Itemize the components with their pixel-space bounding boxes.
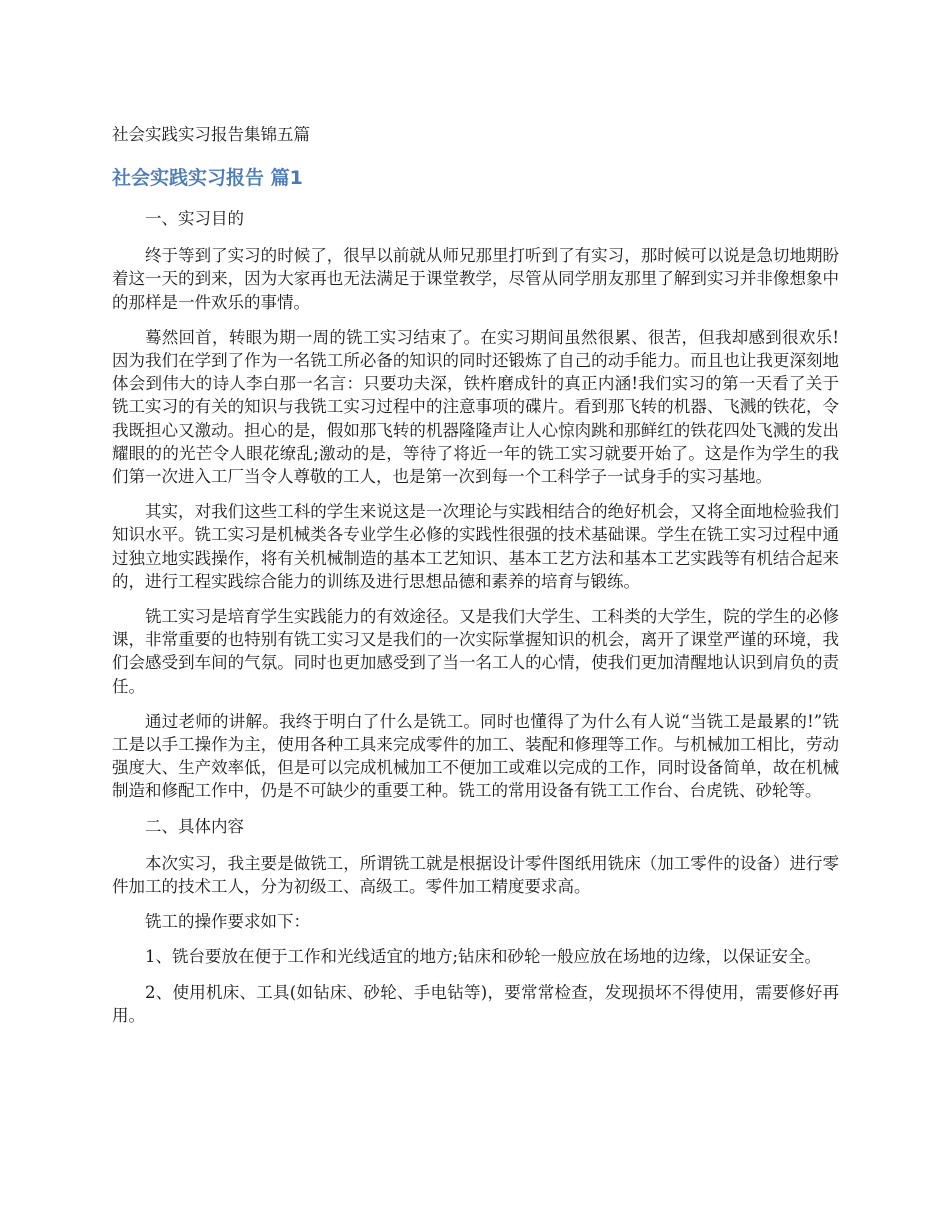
document-title: 社会实践实习报告集锦五篇 <box>112 125 310 144</box>
subheading-content: 二、具体内容 <box>145 816 244 836</box>
paragraph: 蓦然回首，转眼为期一周的铣工实习结束了。在实习期间虽然很累、很苦，但我却感到很欢乐!因为我们在学到了作为一名铣工所必备的知识的同时还锻炼了自己的动手能力。而且也让我更深刻地体会到伟大的诗人李白那一名言：只要功夫深，铁杵磨成针的真正内涵!我们实习的第一天看了关于铣工实习的有关的知识与我铣工实习过程中的注意事项的碟片。看到那飞转的机器、飞溅的铁花，令我既担心又激动。担心的是，假如那飞转的机器隆隆声让人心惊肉跳和那鲜红的铁花四处飞溅的发出耀眼的的光芒令人眼花缭乱;激动的是，等待了将近一年的铣工实习就要开始了。这是作为学生的我们第一次进入工厂当令人尊敬的工人，也是第一次到每一个工科学子一试身手的实习基地。 <box>112 327 839 487</box>
list-item: 1、铣台要放在便于工作和光线适宜的地方;钻床和砂轮一般应放在场地的边缘，以保证安全。 <box>145 947 822 967</box>
section-heading: 社会实践实习报告 篇1 <box>112 167 303 189</box>
paragraph: 铣工的操作要求如下： <box>145 912 310 932</box>
paragraph: 其实，对我们这些工科的学生来说这是一次理论与实践相结合的绝好机会，又将全面地检验我们知识水平。铣工实习是机械类各专业学生必修的实践性很强的技术基础课。学生在铣工实习过程中通过独立地实践操作，将有关机械制造的基本工艺知识、基本工艺方法和基本工艺实践等有机结合起来的，进行工程实践综合能力的训练及进行思想品德和素养的培育与锻练。 <box>112 502 839 591</box>
list-item: 2、使用机床、工具(如钻床、砂轮、手电钻等)，要常常检查，发现损坏不得使用，需要修好再用。 <box>112 982 839 1025</box>
paragraph: 本次实习，我主要是做铣工，所谓铣工就是根据设计零件图纸用铣床（加工零件的设备）进行零件加工的技术工人，分为初级工、高级工。零件加工精度要求高。 <box>112 853 839 897</box>
paragraph: 铣工实习是培育学生实践能力的有效途径。又是我们大学生、工科类的大学生，院的学生的必修课，非常重要的也特别有铣工实习又是我们的一次实际掌握知识的机会，离开了课堂严谨的环境，我们会感受到车间的气氛。同时也更加感受到了当一名工人的心情，使我们更加清醒地认识到肩负的责任。 <box>112 607 839 696</box>
paragraph: 终于等到了实习的时候了，很早以前就从师兄那里打听到了有实习，那时候可以说是急切地期盼着这一天的到来，因为大家再也无法满足于课堂教学，尽管从同学朋友那里了解到实习并非像想象中的那样是一件欢乐的事情。 <box>112 246 839 312</box>
document-page <box>112 122 839 1039</box>
paragraph: 通过老师的讲解。我终于明白了什么是铣工。同时也懂得了为什么有人说“当铣工是最累的!”铣工是以手工操作为主，使用各种工具来完成零件的加工、装配和修理等工作。与机械加工相比，劳动强度大、生产效率低，但是可以完成机械加工不便加工或难以完成的工作，同时设备简单，故在机械制造和修配工作中，仍是不可缺少的重要工种。铣工的常用设备有铣工工作台、台虎铣、砂轮等。 <box>112 711 839 801</box>
subheading-purpose: 一、实习目的 <box>145 209 244 228</box>
